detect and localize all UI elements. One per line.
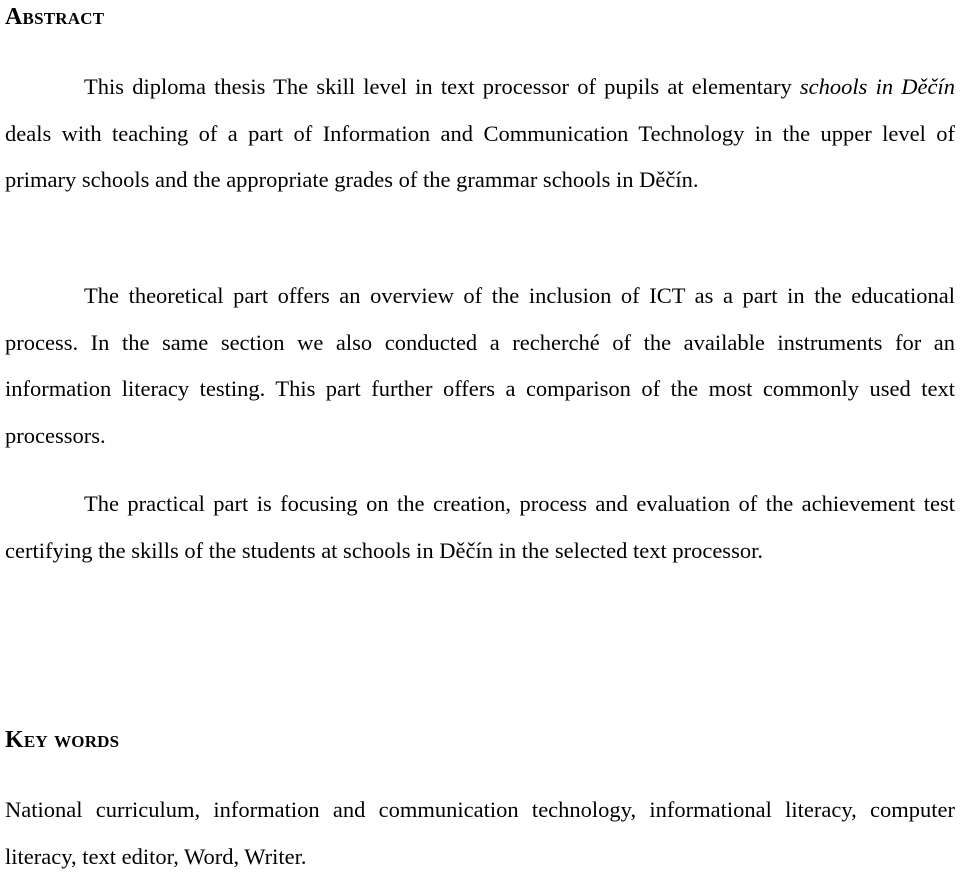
abstract-heading: Abstract <box>5 4 105 30</box>
keywords-heading: Key words <box>5 727 120 753</box>
abstract-paragraph-1 <box>5 64 955 204</box>
thesis-title-italic: schools in Děčín <box>799 74 955 99</box>
abstract-paragraph-2: The theoretical part offers an overview of the inclusion of ICT as a part in the educational process. In the same section we also conducted a recherché of the available instruments for an information literacy testing. This part further offers a comparison of the most commonly used text processors. <box>5 283 955 448</box>
abstract-paragraph-1-intro: This diploma thesis <box>84 74 274 99</box>
abstract-paragraph-3: The practical part is focusing on the creation, process and evaluation of the achievement test certifying the skills of the students at schools in Děčín in the selected text processor. <box>5 491 955 563</box>
thesis-title-plain: The skill level in text processor of pupils at elementary <box>273 74 800 99</box>
abstract-paragraph-1-rest: deals with teaching of a part of Information and Communication Technology in the upper level of primary schools and the appropriate grades of the grammar schools in Děčín. <box>5 120 955 192</box>
keywords-text: National curriculum, information and communication technology, informational literacy, computer literacy, text editor, Word, Writer. <box>5 797 955 869</box>
